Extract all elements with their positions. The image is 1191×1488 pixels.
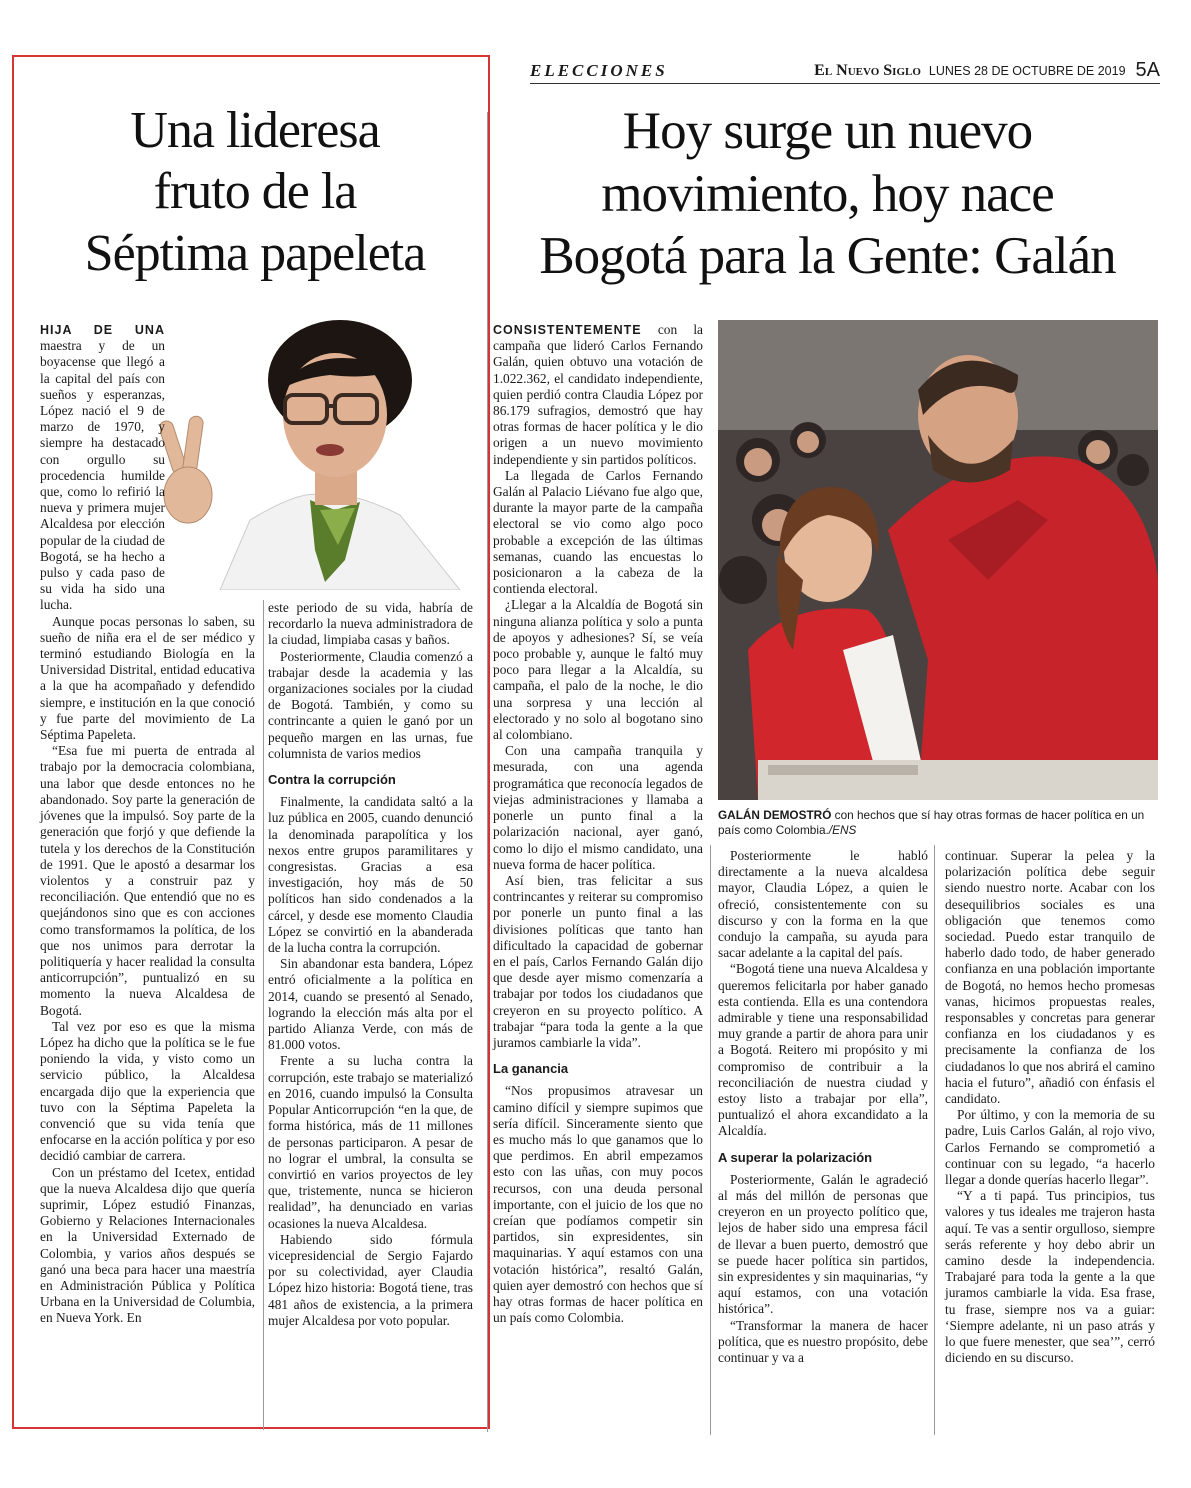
right-paragraph-5: Así bien, tras felicitar a sus contrincantes y reiterar su compromiso por ponerle un punto final a las divisiones políticas que tanto han dificultado la capacidad de gobernar en el país, Carlos Fernando Galán dijo que desde ayer mismo comenzaría a trabajar por todos los ciudadanos que creyeron en su proyecto político. A trabajar “para toda la gente a la que juramos cambiarle la vida”. (493, 872, 703, 1050)
caption-text: con hechos que sí hay otras formas de hacer política en un país como Colombia. (718, 808, 1145, 837)
left-paragraph-2: Aunque pocas personas lo saben, su sueño de niña era el de ser médico y terminó estudiando Biología en la Universidad Distrital, entidad educativa a la que ha acompañado y defendido siempre, e institución en la que conoció y fue parte del movimiento de La Séptima Papeleta. (40, 613, 255, 743)
right-subheading-2: A superar la polarización (718, 1149, 873, 1165)
left-paragraph-1: maestra y de un boyacense que llegó a la capital del país con sueños y esperanzas, López nació el 9 de marzo de 1970, y siempre ha destacado con orgullo su procedencia humilde que, como lo refirió la nueva y primera mujer Alcaldesa por elección popular de la ciudad de Bogotá, se ha hecho a pulso y cada paso de su vida ha sido una lucha. (40, 338, 165, 613)
page-header (530, 58, 1160, 84)
right-paragraph-4: Con una campaña tranquila y mesurada, con una agenda programática que reconocía legados de viejas administraciones y llamaba a ponerle un punto final a la polarización nacional, ayer ganó, como lo dijo el mismo candidato, una nueva forma de hacer política. (493, 743, 703, 872)
right-article-col-3 (945, 848, 1155, 1367)
column-rule (934, 845, 935, 1435)
right-subheading-1: La ganancia (493, 1061, 569, 1077)
left-paragraph-7: Posteriormente, Claudia comenzó a trabajar desde la academia y las organizaciones sociales por la ciudad de Bogotá. También, y como su contrincante a quien le ganó por un pequeño margen en las urnas, fue columnista de varios medios (268, 648, 473, 761)
right-paragraph-2: La llegada de Carlos Fernando Galán al Palacio Liévano fue algo que, durante la mayor parte de la campaña electoral se vio como algo poco probable a excepción de las últimas semanas, cuando las encuestas lo posicionaron a la cabeza de la contienda electoral. (493, 467, 703, 597)
right-paragraph-6: “Nos propusimos atravesar un camino difícil y siempre supimos que sería difícil. Sinceramente siento que es mucho más lo que ganamos que lo que perdimos. En abril empezamos esto con las uñas, con muy pocos recursos, con una deuda personal importante, con el juicio de los que no creían que podíamos competir sin partidos, sin expresidentes, sin maquinarias. Y aquí estamos con una votación histórica”, resaltó Galán, quien ayer demostró con hechos que sí hay otras formas de hacer política en un país como Colombia. (493, 1083, 703, 1326)
left-kicker: HIJA DE UNA (40, 323, 165, 337)
right-kicker: CONSISTENTEMENTE (493, 323, 642, 337)
right-paragraph-12: Por último, y con la memoria de su padre, Luis Carlos Galán, al rojo vivo, Carlos Fernando se comprometió a continuar con su legado, “a hacerlo llegar a donde querías hacerlo llegar”. (945, 1107, 1155, 1188)
column-rule (487, 112, 488, 1432)
right-article-col-1 (493, 322, 703, 1326)
section-label: ELECCIONES (530, 60, 668, 80)
photo-caption (718, 808, 1158, 838)
right-paragraph-1: con la campaña que lideró Carlos Fernando Galán, quien obtuvo una votación de 1.022.362, el candidato independiente, quien perdió contra Claudia López por 86.179 sufragios, demostró que hay otras formas de hacer política y le dio origen a un nuevo movimiento independiente y sin partidos políticos. (493, 322, 703, 467)
right-paragraph-3: ¿Llegar a la Alcaldía de Bogotá sin ninguna alianza política y solo a punta de apoyos y adhesiones? Sí, se veía poco probable y, aunque le faltó muy poco para llegar a la Alcaldía, su campaña, el palo de la noche, le dio una sorpresa y una lección al electorado y no solo al bogotano sino al colombiano. (493, 597, 703, 743)
right-paragraph-7: Posteriormente le habló directamente a la nueva alcaldesa mayor, Claudia López, a quien le ofreció, consistentemente con su discurso y con la forma en la que condujo la campaña, su ayuda para sacar adelante a la capital del país. (718, 848, 928, 961)
caption-lead: GALÁN DEMOSTRÓ (718, 808, 832, 822)
column-rule (710, 845, 711, 1435)
right-paragraph-11: continuar. Superar la pelea y la polarización política debe seguir siendo nuestro norte. Acabar con los desequilibrios sociales es una obligación que tenemos como sociedad. Puedo estar tranquilo de haberlo dado todo, de haber generado confianza en una población importante de Bogotá, no hemos hecho promesas vanas, hicimos propuestas reales, responsables y concretas para generar confianza en los ciudadanos y es precisamente la confianza de los ciudadanos lo que nos abrirá el camino hacia el futuro”, añadió con énfasis el candidato. (945, 848, 1155, 1107)
issue-date: LUNES 28 DE OCTUBRE DE 2019 (928, 63, 1126, 78)
left-paragraph-4: Tal vez por eso es que la misma López ha dicho que la política se le fue poniendo la vida, y visto como un servicio público, la Alcaldesa encargada dijo que la experiencia que tuvo con la Séptima Papeleta la convenció que su vida tenía que enfocarse en la acción política y por eso decidió cambiar de carrera. (40, 1018, 255, 1164)
left-paragraph-9: Sin abandonar esta bandera, López entró oficialmente a la política en 2014, cuando se presentó al Senado, logrando la elección más alta por el partido Alianza Verde, con más de 81.000 votos. (268, 956, 473, 1053)
left-paragraph-10: Frente a su lucha contra la corrupción, este trabajo se materializó en 2016, cuando impulsó la Consulta Popular Anticorrupción “en la que, de forma histórica, más de 11 millones de personas participaron. A pesar de no lograr el umbral, la consulta se convirtió en varios proyectos de ley que, tristemente, nunca se hicieron realidad”, ha denunciado en varias ocasiones la nueva Alcaldesa. (268, 1053, 473, 1231)
newspaper-brand: El Nuevo Siglo (814, 61, 921, 79)
left-paragraph-8: Finalmente, la candidata saltó a la luz pública en 2005, cuando denunció la denominada parapolítica y los nexos entre grupos paramilitares y congresistas. Gracias a esa investigación, hoy más de 50 políticos han sido condenados a la cárcel, y desde ese momento Claudia López se convirtió en la abanderada de la lucha contra la corrupción. (268, 794, 473, 956)
left-paragraph-5: Con un préstamo del Icetex, entidad que la nueva Alcaldesa dijo que quería suprimir, López estudió Finanzas, Gobierno y Relaciones Internacionales en la Universidad Externado de Colombia, y varios años después se ganó una beca para hacer una maestría en Administración Pública y Política Urbana en la Universidad de Columbia, en Nueva York. En (40, 1164, 255, 1326)
left-subheading: Contra la corrupción (268, 772, 396, 788)
left-paragraph-6: este periodo de su vida, habría de recordarlo la nueva administradora de la ciudad, limpiaba casas y baños. (268, 600, 473, 648)
column-rule (263, 600, 264, 1430)
left-article-col-1 (40, 322, 255, 1327)
news-photo (718, 320, 1158, 800)
left-paragraph-3: “Esa fue mi puerta de entrada al trabajo por la democracia colombiana, una labor que desde entonces no he abandonado. Soy parte la generación de jóvenes que la impulsó. Soy parte de la generación que forjó y que defiende la tutela y los derechos de la Constitución de 1991. Que le apostó a desarmar los violentos y a construir paz y reconciliación. Que entendió que no es quejándonos sino que es con acciones como transformamos la política, de los que nos unimos para derrotar la politiquería y hacer realidad la consulta anticorrupción”, puntualizó en su momento la nueva Alcaldesa de Bogotá. (40, 743, 255, 1018)
left-article-col-2 (268, 600, 473, 1329)
right-paragraph-10: “Transformar la manera de hacer política, que es nuestro propósito, debe continuar y va a (718, 1317, 928, 1366)
right-headline: Hoy surge un nuevo movimiento, hoy nace Bogotá para la Gente: Galán (539, 102, 1116, 286)
right-article-col-2 (718, 848, 928, 1366)
page-number: 5A (1135, 59, 1160, 81)
left-paragraph-11: Habiendo sido fórmula vicepresidencial de Sergio Fajardo por su colectividad, ayer Claudia López hizo historia: Bogotá tiene, tras 481 años de existencia, a la primera mujer Alcaldesa por voto popular. (268, 1231, 473, 1328)
right-paragraph-9: Posteriormente, Galán le agradeció al más del millón de personas que creyeron en un proyecto político que, lejos de haber sido una empresa fácil de llevar a buen puerto, demostró que se puede hacer política sin partidos, sin expresidentes y sin maquinarias, “y aquí estamos, con una votación histórica”. (718, 1171, 928, 1317)
left-headline: Una lideresa fruto de la Séptima papeleta (84, 102, 426, 282)
right-paragraph-13: “Y a ti papá. Tus principios, tus valores y tus ideales me trajeron hasta aquí. Te vas a sentir orgulloso, siempre serás referente y hoy debo abrir un camino desde la independencia. Trabajaré para toda la gente a la que juramos cambiarle la vida. Esa frase, tu frase, siempre nos va a guiar: ‘Siempre adelante, ni un paso atrás y lo que fuere menester, que sea’”, cerró diciendo en su discurso. (945, 1188, 1155, 1366)
caption-credit: /ENS (828, 823, 857, 837)
right-paragraph-8: “Bogotá tiene una nueva Alcaldesa y queremos felicitarla por haber ganado esta contienda. Ella es una contendora admirable y tiene una responsabilidad muy grande a partir de ahora para unir a Bogotá. Reitero mi propósito y mi compromiso de contribuir a la reconciliación de nuestra ciudad y estoy listo a trabajar por ella”, puntualizó el ahora excandidato a la Alcaldía. (718, 961, 928, 1139)
